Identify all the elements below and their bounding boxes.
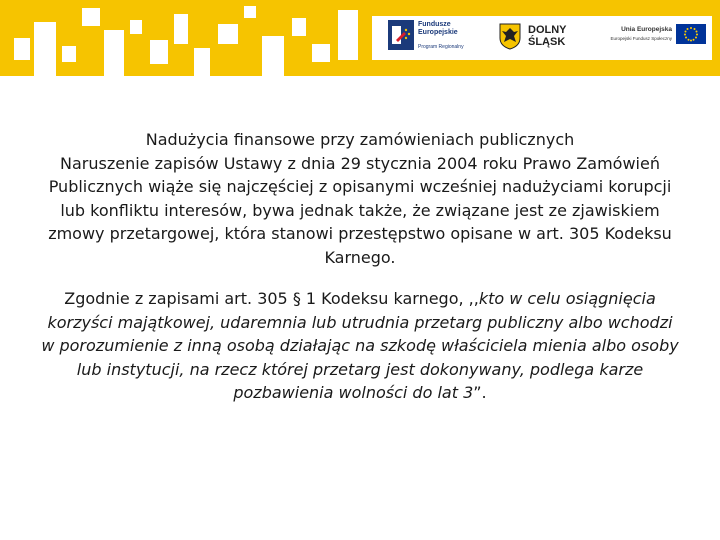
decor-square (218, 24, 238, 44)
decor-square (104, 30, 124, 76)
fundusze-europejskie-icon (388, 20, 414, 50)
quote-paragraph (40, 287, 680, 405)
paragraph-1: Naruszenie zapisów Ustawy z dnia 29 stycznia 2004 roku Prawo Zamówień Publicznych wiąże się najczęściej z opisanymi wcześniej nadużyciami korupcji lub konfliktu interesów, bywa jednak także, że związane jest ze zjawiskiem zmowy przetargowej, która stanowi przestępstwo opisane w art. 305 Kodeksu Karnego. (48, 153, 672, 267)
decor-square (312, 44, 330, 62)
decor-square (194, 48, 210, 76)
decor-square (338, 10, 358, 60)
header-banner (0, 0, 720, 76)
paragraph-2-end: ”. (473, 383, 487, 402)
slide-content (40, 128, 680, 405)
dolny-line1: DOLNY (528, 24, 567, 36)
decor-square (34, 22, 56, 76)
decor-square (292, 18, 306, 36)
paragraph-2-quote: kto w celu osiągnięcia korzyści majątkowej, udaremnia lub utrudnia przetarg publiczny albo wchodzi w porozumienie z inną osobą działając na szkodę właściciela mienia albo osoby lub instytucji, na rzecz której przetarg jest dokonywany, podlega karze pozbawienia wolności do lat 3 (41, 289, 679, 402)
decor-square (82, 8, 100, 26)
decor-square (244, 6, 256, 18)
decor-square (130, 20, 142, 34)
main-paragraph (40, 128, 680, 269)
eu-flag-icon (676, 24, 706, 44)
slide-title: Nadużycia finansowe przy zamówieniach publicznych (145, 130, 575, 149)
decor-square (62, 46, 76, 62)
decor-square (150, 40, 168, 64)
fundusze-europejskie-logo (388, 20, 498, 56)
logo-strip (372, 16, 712, 60)
unia-europejska-logo (600, 22, 712, 54)
paragraph-2-intro: Zgodnie z zapisami art. 305 § 1 Kodeksu karnego, ,, (64, 289, 479, 308)
unia-sub: Europejski Fundusz Społeczny (610, 36, 672, 41)
unia-line1: Unia Europejska (621, 26, 672, 33)
dolny-slask-eagle-icon (498, 22, 522, 50)
fundusze-sub: Program Regionalny (418, 44, 464, 50)
decor-square (174, 14, 188, 44)
dolny-line2: ŚLĄSK (528, 36, 566, 48)
decor-square (262, 36, 284, 76)
fundusze-line2: Europejskie (418, 29, 458, 36)
fundusze-line1: Fundusze (418, 21, 451, 28)
dolny-slask-logo (498, 22, 578, 54)
decor-square (14, 38, 30, 60)
